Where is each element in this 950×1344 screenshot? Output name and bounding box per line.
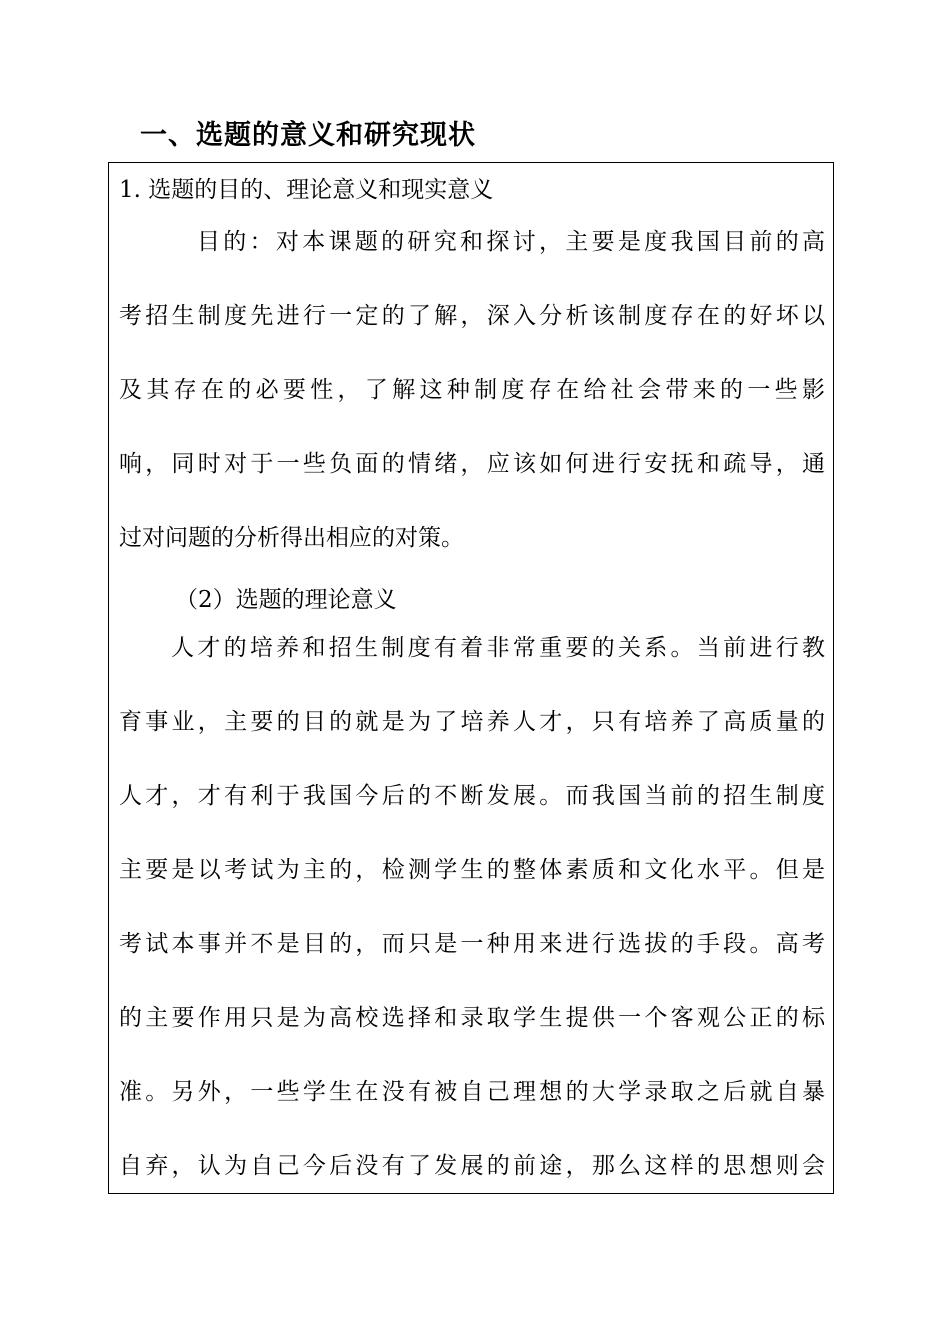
theory-line: 主要是以考试为主的，检测学生的整体素质和文化水平。但是 xyxy=(119,857,825,883)
purpose-line: 过对问题的分析得出相应的对策。 xyxy=(119,525,464,551)
purpose-line: 目的：对本课题的研究和探讨，主要是度我国目前的高 xyxy=(197,229,825,255)
subheading: （2）选题的理论意义 xyxy=(175,587,397,613)
purpose-line: 考招生制度先进行一定的了解，深入分析该制度存在的好坏以 xyxy=(119,303,825,329)
purpose-line: 响，同时对于一些负面的情绪，应该如何进行安抚和疏导，通 xyxy=(119,451,825,477)
content-box xyxy=(108,162,834,1194)
theory-line: 人才的培养和招生制度有着非常重要的关系。当前进行教 xyxy=(171,635,825,661)
theory-line: 人才，才有利于我国今后的不断发展。而我国当前的招生制度 xyxy=(119,783,825,809)
purpose-line: 及其存在的必要性，了解这种制度存在给社会带来的一些影 xyxy=(119,377,825,403)
theory-line: 育事业，主要的目的就是为了培养人才，只有培养了高质量的 xyxy=(119,709,825,735)
theory-line: 自弃，认为自己今后没有了发展的前途，那么这样的思想则会 xyxy=(119,1153,825,1179)
box-heading: 1. 选题的目的、理论意义和现实意义 xyxy=(119,177,494,203)
theory-line: 考试本事并不是目的，而只是一种用来进行选拔的手段。高考 xyxy=(119,931,825,957)
section-title: 一、选题的意义和研究现状 xyxy=(140,120,476,151)
theory-line: 准。另外，一些学生在没有被自己理想的大学录取之后就自暴 xyxy=(119,1079,825,1105)
theory-line: 的主要作用只是为高校选择和录取学生提供一个客观公正的标 xyxy=(119,1005,825,1031)
